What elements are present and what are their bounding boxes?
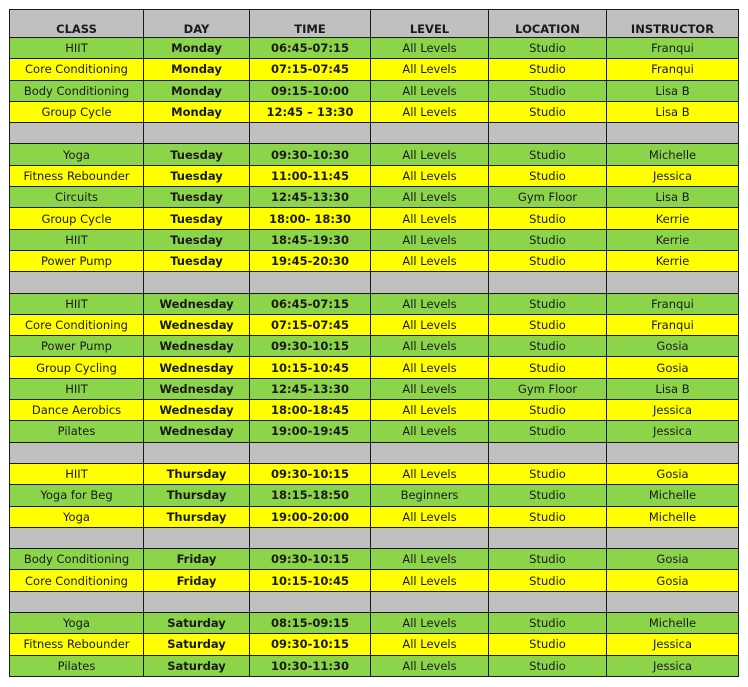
time-cell: 10:30-11:30 (250, 655, 371, 676)
separator-cell (250, 527, 371, 548)
location-cell: Studio (489, 314, 607, 335)
table-row (10, 613, 739, 634)
table-row (10, 634, 739, 655)
time-cell: 10:15-10:45 (250, 357, 371, 378)
level-cell: All Levels (371, 293, 489, 314)
location-cell: Gym Floor (489, 378, 607, 399)
class-cell: HIIT (10, 463, 144, 484)
location-cell: Studio (489, 634, 607, 655)
table-row (10, 336, 739, 357)
instructor-cell: Michelle (607, 613, 739, 634)
table-row (10, 463, 739, 484)
location-cell: Studio (489, 144, 607, 165)
day-cell: Tuesday (144, 250, 250, 271)
table-row (10, 38, 739, 59)
location-cell: Studio (489, 293, 607, 314)
time-cell: 11:00-11:45 (250, 165, 371, 186)
separator-cell (144, 442, 250, 463)
separator-cell (489, 527, 607, 548)
day-cell: Wednesday (144, 421, 250, 442)
table-row (10, 314, 739, 335)
instructor-cell: Gosia (607, 549, 739, 570)
instructor-cell: Franqui (607, 293, 739, 314)
class-cell: Yoga for Beg (10, 485, 144, 506)
timetable-body (10, 38, 739, 677)
location-cell: Studio (489, 208, 607, 229)
class-cell: HIIT (10, 229, 144, 250)
level-cell: All Levels (371, 165, 489, 186)
class-cell: Core Conditioning (10, 570, 144, 591)
instructor-cell: Kerrie (607, 208, 739, 229)
separator-cell (607, 591, 739, 612)
class-cell: Circuits (10, 187, 144, 208)
instructor-cell: Jessica (607, 655, 739, 676)
day-cell: Saturday (144, 613, 250, 634)
separator-cell (10, 442, 144, 463)
location-cell: Studio (489, 613, 607, 634)
level-cell: All Levels (371, 400, 489, 421)
time-cell: 09:30-10:15 (250, 549, 371, 570)
day-cell: Monday (144, 101, 250, 122)
level-cell: All Levels (371, 378, 489, 399)
day-separator-row (10, 527, 739, 548)
time-cell: 12:45-13:30 (250, 187, 371, 208)
table-row (10, 101, 739, 122)
location-cell: Studio (489, 506, 607, 527)
instructor-cell: Gosia (607, 570, 739, 591)
level-cell: All Levels (371, 357, 489, 378)
table-row (10, 59, 739, 80)
time-cell: 06:45-07:15 (250, 293, 371, 314)
instructor-cell: Michelle (607, 485, 739, 506)
location-cell: Studio (489, 165, 607, 186)
class-cell: Dance Aerobics (10, 400, 144, 421)
level-cell: All Levels (371, 336, 489, 357)
day-cell: Wednesday (144, 314, 250, 335)
table-row (10, 144, 739, 165)
day-separator-row (10, 442, 739, 463)
time-cell: 18:15-18:50 (250, 485, 371, 506)
level-cell: All Levels (371, 314, 489, 335)
separator-cell (607, 123, 739, 144)
time-cell: 19:45-20:30 (250, 250, 371, 271)
separator-cell (489, 123, 607, 144)
location-cell: Studio (489, 421, 607, 442)
separator-cell (144, 272, 250, 293)
location-cell: Studio (489, 250, 607, 271)
instructor-cell: Gosia (607, 463, 739, 484)
day-cell: Wednesday (144, 336, 250, 357)
table-row (10, 506, 739, 527)
day-cell: Wednesday (144, 400, 250, 421)
instructor-cell: Lisa B (607, 80, 739, 101)
timetable-container (9, 9, 739, 677)
class-cell: Fitness Rebounder (10, 165, 144, 186)
class-cell: Power Pump (10, 250, 144, 271)
location-cell: Studio (489, 463, 607, 484)
day-cell: Tuesday (144, 144, 250, 165)
class-cell: Group Cycle (10, 101, 144, 122)
instructor-cell: Jessica (607, 634, 739, 655)
day-cell: Saturday (144, 634, 250, 655)
time-cell: 12:45 – 13:30 (250, 101, 371, 122)
instructor-cell: Lisa B (607, 378, 739, 399)
day-cell: Friday (144, 549, 250, 570)
location-cell: Studio (489, 229, 607, 250)
day-cell: Tuesday (144, 165, 250, 186)
location-cell: Studio (489, 570, 607, 591)
header-row (10, 10, 739, 38)
class-cell: Yoga (10, 144, 144, 165)
instructor-cell: Jessica (607, 165, 739, 186)
day-cell: Thursday (144, 506, 250, 527)
separator-cell (371, 272, 489, 293)
class-timetable (9, 9, 739, 677)
separator-cell (10, 527, 144, 548)
table-row (10, 549, 739, 570)
separator-cell (250, 442, 371, 463)
time-cell: 09:30-10:15 (250, 463, 371, 484)
separator-cell (489, 272, 607, 293)
table-row (10, 293, 739, 314)
location-cell: Studio (489, 549, 607, 570)
level-cell: All Levels (371, 101, 489, 122)
instructor-cell: Jessica (607, 400, 739, 421)
day-cell: Wednesday (144, 378, 250, 399)
separator-cell (10, 591, 144, 612)
level-cell: All Levels (371, 229, 489, 250)
level-cell: All Levels (371, 655, 489, 676)
level-cell: All Levels (371, 144, 489, 165)
level-cell: Beginners (371, 485, 489, 506)
time-cell: 09:30-10:15 (250, 634, 371, 655)
time-cell: 19:00-20:00 (250, 506, 371, 527)
day-separator-row (10, 591, 739, 612)
time-cell: 12:45-13:30 (250, 378, 371, 399)
instructor-cell: Franqui (607, 59, 739, 80)
table-row (10, 208, 739, 229)
level-cell: All Levels (371, 250, 489, 271)
table-row (10, 421, 739, 442)
separator-cell (10, 272, 144, 293)
day-cell: Monday (144, 80, 250, 101)
location-cell: Studio (489, 80, 607, 101)
time-cell: 09:30-10:15 (250, 336, 371, 357)
separator-cell (489, 442, 607, 463)
day-cell: Friday (144, 570, 250, 591)
day-cell: Monday (144, 38, 250, 59)
header-level: LEVEL (371, 10, 489, 38)
instructor-cell: Kerrie (607, 229, 739, 250)
day-cell: Monday (144, 59, 250, 80)
header-time: TIME (250, 10, 371, 38)
class-cell: Power Pump (10, 336, 144, 357)
table-row (10, 250, 739, 271)
table-row (10, 187, 739, 208)
location-cell: Studio (489, 655, 607, 676)
location-cell: Studio (489, 336, 607, 357)
time-cell: 09:30-10:30 (250, 144, 371, 165)
separator-cell (250, 123, 371, 144)
table-row (10, 357, 739, 378)
location-cell: Studio (489, 357, 607, 378)
class-cell: Pilates (10, 421, 144, 442)
day-cell: Tuesday (144, 187, 250, 208)
separator-cell (10, 123, 144, 144)
day-cell: Tuesday (144, 229, 250, 250)
instructor-cell: Michelle (607, 144, 739, 165)
separator-cell (371, 442, 489, 463)
separator-cell (250, 591, 371, 612)
class-cell: Body Conditioning (10, 549, 144, 570)
class-cell: HIIT (10, 378, 144, 399)
header-class: CLASS (10, 10, 144, 38)
instructor-cell: Michelle (607, 506, 739, 527)
time-cell: 06:45-07:15 (250, 38, 371, 59)
table-row (10, 655, 739, 676)
instructor-cell: Gosia (607, 357, 739, 378)
separator-cell (607, 272, 739, 293)
instructor-cell: Lisa B (607, 187, 739, 208)
instructor-cell: Kerrie (607, 250, 739, 271)
time-cell: 10:15-10:45 (250, 570, 371, 591)
day-separator-row (10, 123, 739, 144)
day-cell: Tuesday (144, 208, 250, 229)
level-cell: All Levels (371, 187, 489, 208)
class-cell: Body Conditioning (10, 80, 144, 101)
time-cell: 18:00-18:45 (250, 400, 371, 421)
location-cell: Studio (489, 101, 607, 122)
day-separator-row (10, 272, 739, 293)
day-cell: Wednesday (144, 357, 250, 378)
class-cell: HIIT (10, 293, 144, 314)
class-cell: Core Conditioning (10, 314, 144, 335)
class-cell: Yoga (10, 613, 144, 634)
separator-cell (371, 591, 489, 612)
separator-cell (144, 591, 250, 612)
level-cell: All Levels (371, 570, 489, 591)
location-cell: Studio (489, 59, 607, 80)
table-row (10, 165, 739, 186)
header-instructor: INSTRUCTOR (607, 10, 739, 38)
class-cell: Pilates (10, 655, 144, 676)
level-cell: All Levels (371, 38, 489, 59)
table-row (10, 400, 739, 421)
time-cell: 08:15-09:15 (250, 613, 371, 634)
table-row (10, 229, 739, 250)
day-cell: Saturday (144, 655, 250, 676)
day-cell: Wednesday (144, 293, 250, 314)
time-cell: 09:15-10:00 (250, 80, 371, 101)
separator-cell (371, 527, 489, 548)
location-cell: Studio (489, 485, 607, 506)
header-location: LOCATION (489, 10, 607, 38)
instructor-cell: Franqui (607, 38, 739, 59)
instructor-cell: Franqui (607, 314, 739, 335)
class-cell: Group Cycle (10, 208, 144, 229)
level-cell: All Levels (371, 80, 489, 101)
table-row (10, 485, 739, 506)
table-row (10, 378, 739, 399)
instructor-cell: Lisa B (607, 101, 739, 122)
level-cell: All Levels (371, 634, 489, 655)
day-cell: Thursday (144, 463, 250, 484)
instructor-cell: Jessica (607, 421, 739, 442)
level-cell: All Levels (371, 59, 489, 80)
class-cell: Core Conditioning (10, 59, 144, 80)
location-cell: Studio (489, 400, 607, 421)
location-cell: Studio (489, 38, 607, 59)
level-cell: All Levels (371, 549, 489, 570)
separator-cell (250, 272, 371, 293)
class-cell: Group Cycling (10, 357, 144, 378)
separator-cell (489, 591, 607, 612)
time-cell: 18:00- 18:30 (250, 208, 371, 229)
class-cell: Fitness Rebounder (10, 634, 144, 655)
separator-cell (607, 527, 739, 548)
level-cell: All Levels (371, 613, 489, 634)
class-cell: HIIT (10, 38, 144, 59)
separator-cell (371, 123, 489, 144)
level-cell: All Levels (371, 208, 489, 229)
day-cell: Thursday (144, 485, 250, 506)
time-cell: 07:15-07:45 (250, 314, 371, 335)
time-cell: 07:15-07:45 (250, 59, 371, 80)
separator-cell (144, 527, 250, 548)
header-day: DAY (144, 10, 250, 38)
table-row (10, 570, 739, 591)
level-cell: All Levels (371, 506, 489, 527)
level-cell: All Levels (371, 421, 489, 442)
separator-cell (144, 123, 250, 144)
location-cell: Gym Floor (489, 187, 607, 208)
table-row (10, 80, 739, 101)
separator-cell (607, 442, 739, 463)
time-cell: 18:45-19:30 (250, 229, 371, 250)
instructor-cell: Gosia (607, 336, 739, 357)
class-cell: Yoga (10, 506, 144, 527)
level-cell: All Levels (371, 463, 489, 484)
time-cell: 19:00-19:45 (250, 421, 371, 442)
